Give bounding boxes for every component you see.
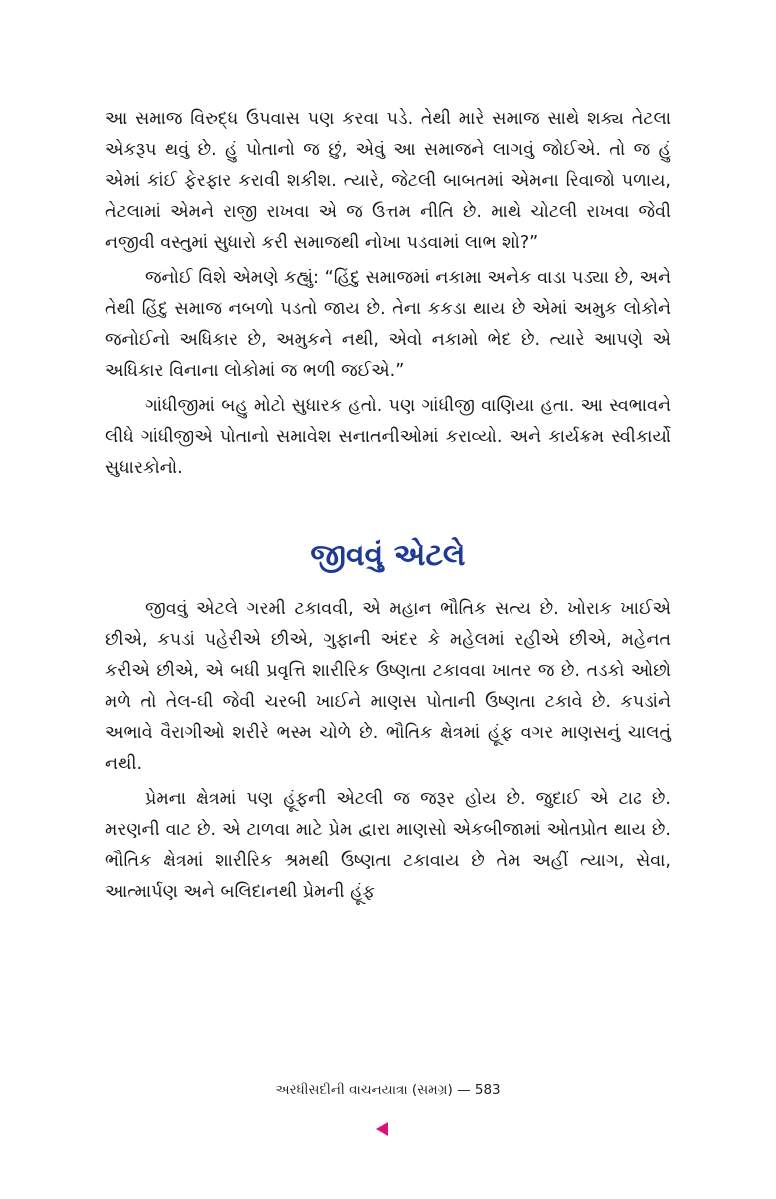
- page-footer: અરધીસદીની વાચનયાત્રા (સમગ્ર) — 583: [275, 1082, 501, 1098]
- paragraph-jivvu: જીવવું એટલે ગરમી ટકાવવી, એ મહાન ભૌતિક સત્ય છે. ખોરાક ખાઈએ છીએ, કપડાં પહેરીએ છીએ, ગુફાની અંદર કે મહેલમાં રહીએ છીએ, મહેનત કરીએ છીએ, એ બધી પ્રવૃત્તિ શારીરિક ઉષ્ણતા ટકાવવા ખાતર જ છે. તડકો ઓછો મળે તો તેલ-ઘી જેવી ચરબી ખાઈને માણસ પોતાની ઉષ્ણતા ટકાવે છે. કપડાંને અભાવે વૈરાગીઓ શરીરે ભસ્મ ચોળે છે. ભૌતિક ક્ષેત્રમાં હૂંફ વગર માણસનું ચાલતું નથી.: [105, 599, 671, 774]
- paragraph-continuation: આ સમાજ વિરુદ્ધ ઉપવાસ પણ કરવા પડે. તેથી મારે સમાજ સાથે શક્ય તેટલા એકરૂપ થવું છે. હું પોતાનો જ છું, એવું આ સમાજને લાગવું જોઈએ. તો જ હું એમાં કાંઈ ફેરફાર કરાવી શકીશ. ત્યારે, જેટલી બાબતમાં એમના રિવાજો પળાય, તેટલામાં એમને રાજી રાખવા એ જ ઉત્તમ નીતિ છે. માથે ચોટલી રાખવા જેવી નજીવી વસ્તુમાં સુધારો કરી સમાજથી નોખા પડવામાં લાભ શો?”: [105, 109, 671, 253]
- page-body: [105, 104, 671, 912]
- section-heading: જીવવું એટલે: [310, 538, 466, 573]
- paragraph-prem: પ્રેમના ક્ષેત્રમાં પણ હૂંફની એટલી જ જરૂર હોય છે. જુદાઈ એ ટાઢ છે. મરણની વાટ છે. એ ટાળવા માટે પ્રેમ દ્વારા માણસો એકબીજામાં ઓતપ્રોત થાય છે. ભૌતિક ક્ષેત્રમાં શારીરિક શ્રમથી ઉષ્ણતા ટકાવાય છે તેમ અહીં ત્યાગ, સેવા, આત્માર્પણ અને બલિદાનથી પ્રેમની હૂંફ: [105, 789, 671, 902]
- left-triangle-icon[interactable]: [376, 1122, 388, 1136]
- paragraph-gandhiji: ગાંધીજીમાં બહુ મોટો સુધારક હતો. પણ ગાંધીજી વાણિયા હતા. આ સ્વભાવને લીધે ગાંધીજીએ પોતાનો સમાવેશ સનાતનીઓમાં કરાવ્યો. અને કાર્યક્રમ સ્વીકાર્યો સુધારકોનો.: [105, 396, 671, 478]
- paragraph-janoi: જનોઈ વિશે એમણે કહ્યું: “હિંદુ સમાજમાં નકામા અનેક વાડા પડ્યા છે, અને તેથી હિંદુ સમાજ નબળો પડતો જાય છે. તેના કકડા થાય છે એમાં અમુક લોકોને જનોઈનો અધિકાર છે, અમુકને નથી, એવો નકામો ભેદ છે. ત્યારે આપણે એ અધિકાર વિનાના લોકોમાં જ ભળી જઈએ.”: [105, 268, 671, 381]
